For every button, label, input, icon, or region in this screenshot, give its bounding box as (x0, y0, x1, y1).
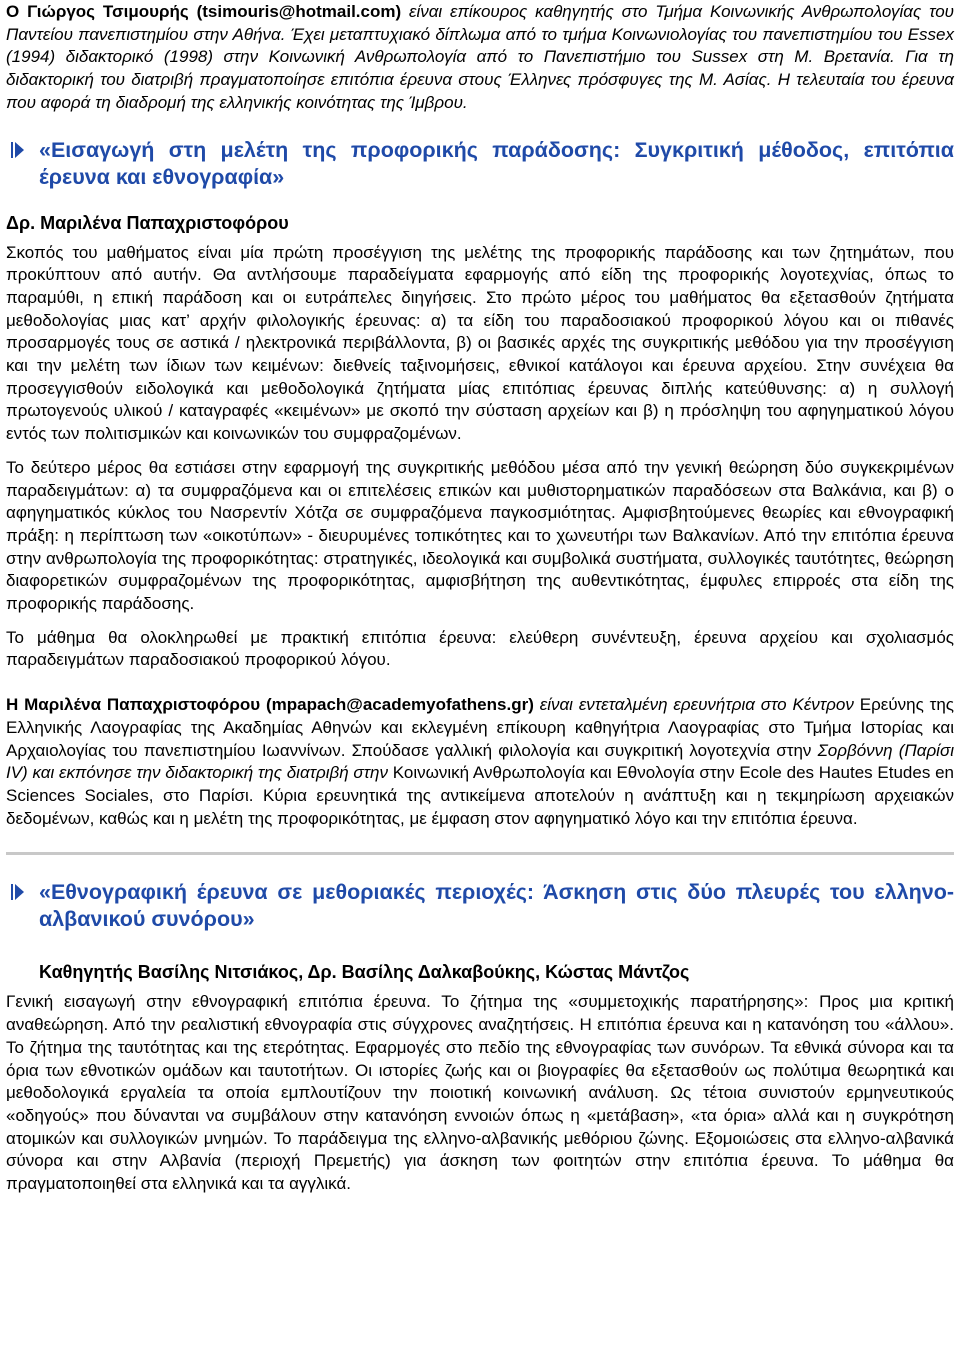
course1-paragraph-1: Σκοπός του μαθήματος είναι μία πρώτη προσέγγιση της μελέτης της προφορικής παράδοσης και των ζητημάτων, που προκύπτουν από αυτήν. Θα αντλήσουμε παραδείγματα εφαρμογής από είδη της προφορικής λογοτεχνίας, όπως το παραμύθι, η επική παράδοση και οι ευτράπελες διηγήσεις. Στο πρώτο μέρος του μαθήματος θα εξετασθούν ζητήματα μεθοδολογίας μιας κατ’ αρχήν φιλολογικής έρευνας: α) τα είδη του παραδοσιακού προφορικού λόγου και οι πιθανές προσαρμογές τους σε αστικά / ηλεκτρονικά περιβάλλοντα, β) οι βασικές αρχές της συγκριτικής μεθόδου για την προσέγγιση και την μελέτη των ίδιων των κειμένων: διεθνείς ταξινομήσεις, εθνικοί κατάλογοι και έρευνα αρχείου. Στην συνέχεια θα προσεγγισθούν ειδολογικά και μεθοδολογικά ζητήματα μίας επιτόπιας έρευνας διπλής κατεύθυνσης: α) η συλλογή πρωτογενούς υλικού / καταγραφές «κειμένων» με σκοπό την σύσταση αρχείων και β) η πρόσληψη του αφηγηματικού λόγου εντός των πολιτισμικών και κοινωνικών του συμφραζομένων. (6, 242, 954, 444)
bio-tsimouris (6, 0, 954, 115)
bio-text-b: Κοινωνική Ανθρωπολογία και Εθνολογία στην Ecole des Hautes Etudes en Sciences Sociales, στο Παρίσι. Κύρια ερευνητικά της αντικείμενα αποτελούν η ανάπτυξη και η τεκμηρίωση αρχειακών δεδομένων, καθώς και η μελέτη της προφορικότητας, με έμφαση στον αφηγηματικό λόγο και την επιτόπια έρευνα. (6, 763, 954, 828)
course-instructor: Δρ. Μαριλένα Παπαχριστοφόρου (6, 212, 289, 233)
course-title-border-ethnography (6, 879, 954, 933)
bio-name-email: Ο Γιώργος Τσιμουρής (tsimouris@hotmail.com) (6, 2, 402, 21)
course-title-text: «Εθνογραφική έρευνα σε μεθοριακές περιοχές: Άσκηση στις δύο πλευρές του ελληνο-αλβανικού συνόρου» (39, 880, 954, 932)
bio-papachristoforou (6, 694, 954, 830)
bio-name-email: Η Μαριλένα Παπαχριστοφόρου (mpapach@academyofathens.gr) (6, 695, 534, 715)
bio-text-a: Ερεύνης της Ελληνικής Λαογραφίας της Ακαδημίας Αθηνών και εκλεγμένη επίκουρη καθηγήτρια Λαογραφίας στο Τμήμα Ιστορίας και Αρχαιολογίας του πανεπιστημίου Ιωαννίνων. Σπούδασε γαλλική φιλολογία και συγκριτική λογοτεχνία στην (6, 695, 954, 760)
course1-paragraph-2: Το δεύτερο μέρος θα εστιάσει στην εφαρμογή της συγκριτικής μεθόδου μέσα από την γενική θεώρηση δύο συγκεκριμένων παραδειγμάτων: α) τα συμφραζόμενα και οι επιτελέσεις επικών και μυθιστορηματικών παραδόσεων στα Βαλκάνια, και β) ο αφηγηματικός κύκλος του Νασρεντίν Χότζα σε συμφραζόμενα παγκοσμιότητας. Αμφισβητούμενες θεωρίες και εθνογραφική πράξη: η περίπτωση των «οικοτύπων» - διευρυμένες τοπικότητες και το χωνευτήρι των Βαλκανίων. Από την επιτόπια έρευνα στην ανθρωπολογία της προφορικότητας: στρατηγικές, ιδεολογικά και συμβολικά συστήματα, συλλογικές ταυτότητες, θεώρηση διαφορετικών συμφραζομένων της προφορικότητας, αμφισβήτηση της αυθεντικότητας, έμφυλες επιρροές στα είδη της προφορικής παράδοσης. (6, 457, 954, 614)
bullet-arrow-icon (15, 142, 24, 158)
bio-text: είναι επίκουρος καθηγητής στο Τμήμα Κοινωνικής Ανθρωπολογίας του Παντείου πανεπιστημίου στην Αθήνα. Έχει μεταπτυχιακό δίπλωμα από το τμήμα Κοινωνιολογίας του πανεπιστημίου του Essex (1994) διδακτορικό (1998) στην Κοινωνική Ανθρωπολογία από το Πανεπιστήμιο του Sussex στη Μ. Βρετανία. Για τη διδακτορική του διατριβή πραγματοποίησε επιτόπια έρευνα στους Έλληνες πρόσφυγες της Μ. Ασίας. Η τελευταία του έρευνα που αφορά τη διαδρομή της ελληνικής κοινότητας της Ίμβρου. (6, 2, 954, 112)
course1-paragraph-3: Το μάθημα θα ολοκληρωθεί με πρακτική επιτόπια έρευνα: ελεύθερη συνέντευξη, έρευνα αρχείου και σχολιασμός παραδειγμάτων παραδοσιακού προφορικού λόγου. (6, 627, 954, 670)
bio-italic-b: Σορβόννη (Παρίσι IV) και εκπόνησε την διδακτορική της διατριβή στην (6, 740, 954, 783)
course-title-text: «Εισαγωγή στη μελέτη της προφορικής παράδοσης: Συγκριτική μέθοδος, επιτόπια έρευνα και εθνογραφία» (39, 137, 954, 189)
course-instructors: Καθηγητής Βασίλης Νιτσιάκος, Δρ. Βασίλης Δαλκαβούκης, Κώστας Μάντζος (39, 962, 690, 983)
bio-italic-a: είναι εντεταλμένη ερευνήτρια στο Κέντρον (533, 695, 854, 715)
course2-paragraph-1: Γενική εισαγωγή στην εθνογραφική επιτόπια έρευνα. Το ζήτημα της «συμμετοχικής παρατήρησης»: Προς μια κριτική αναθεώρηση. Από την ρεαλιστική εθνογραφία στις σύγχρονες αναζητήσεις. Η επιτόπια έρευνα και η κατανόηση του «άλλου». Το ζήτημα της ταυτότητας και της ετερότητας. Εφαρμογές στο πεδίο της εθνογραφίας των συνόρων. Τα εθνικά σύνορα και τα όρια των εθνοτικών ομάδων και ταυτοτήτων. Οι ιστορίες ζωής και οι βιογραφίες θα εξετασθούν ως πολύτιμα θεωρητικά και μεθοδολογικά εργαλεία τα οποία εμπλουτίζουν την ποιοτική κοινωνική ανάλυση. Ως τέτοια συνιστούν ερμηνευτικούς «οδηγούς» που δύνανται να συμβάλουν στην κατανόηση εννοιών όπως η «μετάβαση», «τα όρια» αλλά και η συγκρότηση ατομικών και συλλογικών μνημών. Το παράδειγμα της ελληνο-αλβανικής μεθόριου ζώνης. Εξομοιώσεις στα ελληνο-αλβανικά σύνορα και στην Αλβανία (περιοχή Πρεμετής) για άσκηση των φοιτητών στην επιτόπια έρευνα. Το μάθημα θα πραγματοποιηθεί στα ελληνικά και τα αγγλικά. (6, 992, 954, 1194)
course-title-oral-tradition (6, 137, 954, 191)
bullet-arrow-icon (15, 884, 24, 900)
